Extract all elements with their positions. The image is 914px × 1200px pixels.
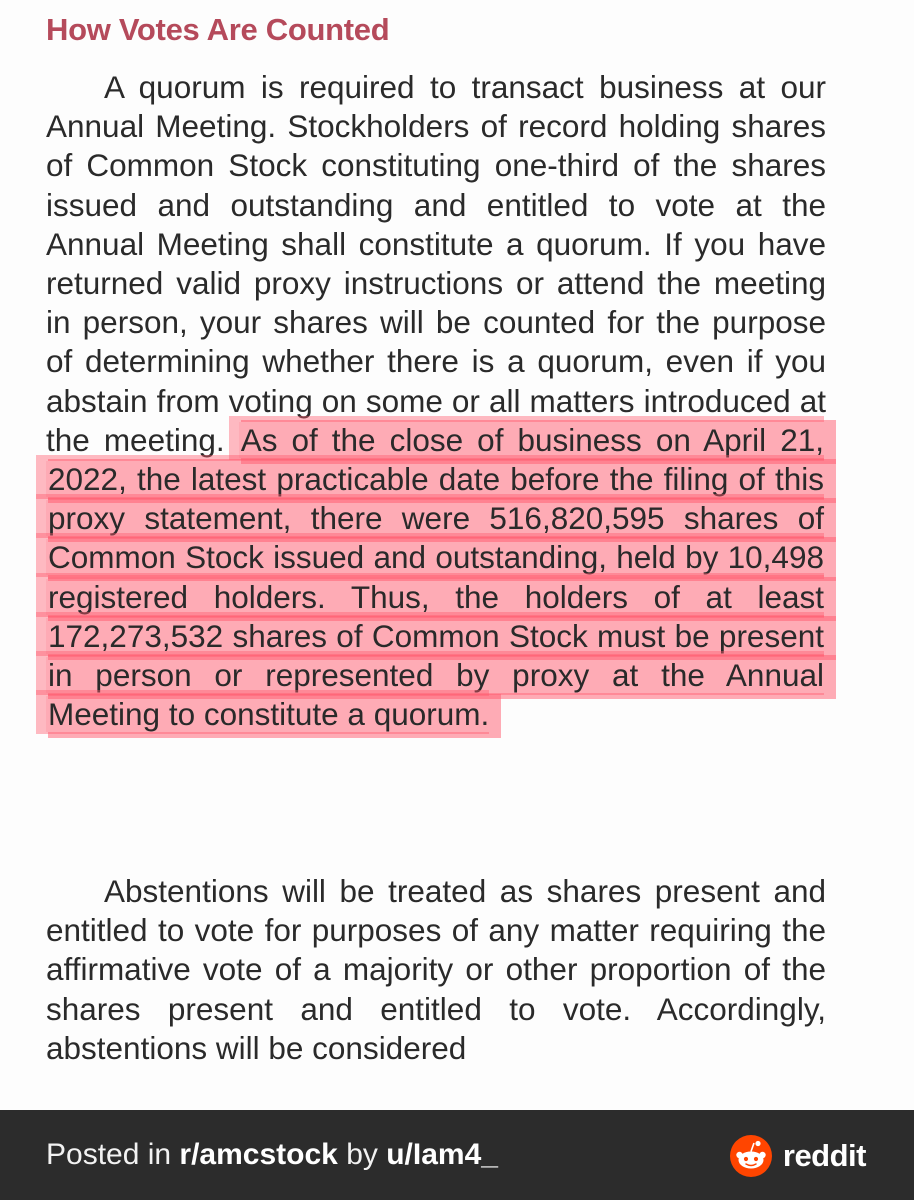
subreddit-link[interactable]: r/amcstock [179,1138,338,1171]
reddit-brand[interactable] [729,1134,866,1178]
reddit-post-footer [0,1110,914,1200]
reddit-wordmark: reddit [782,1138,866,1173]
post-credit [46,1138,498,1172]
by-label: by [337,1138,387,1171]
username-link[interactable]: u/Iam4_ [386,1138,498,1171]
reddit-snoo-icon [729,1134,773,1178]
posted-in-label: Posted in [46,1138,180,1171]
paragraph-quorum [46,68,826,734]
paragraph-abstentions-text: Abstentions will be treated as shares present and entitled to vote for purposes of any matter requiring the affirmative vote of a majority or other proportion of the shares present and entitled to vote. Accordingly, abstentions will be considered [46,873,826,1066]
paragraph-quorum-text: A quorum is required to transact business at our Annual Meeting. Stockholders of record holding shares of Common Stock constituting one-third of the shares issued and outstanding and entitled to vote at the Annual Meeting shall constitute a quorum. If you have returned valid proxy instructions or attend the meeting in person, your shares will be counted for the purpose of determining whether there is a quorum, even if you abstain from voting on some or all matters introduced at the meeting. [46,69,826,458]
highlighted-share-count-text: As of the close of business on April 21, 2022, the latest practicable date before the filing of this proxy statement, there were 516,820,595 shares of Common Stock issued and outstanding, held by 10,498 registered holders. Thus, the holders of at least 172,273,532 shares of Common Stock must be present in person or represented by proxy at the Annual Meeting to constitute a quorum. [48,421,824,733]
section-heading: How Votes Are Counted [46,12,390,47]
paragraph-abstentions [46,872,826,1068]
